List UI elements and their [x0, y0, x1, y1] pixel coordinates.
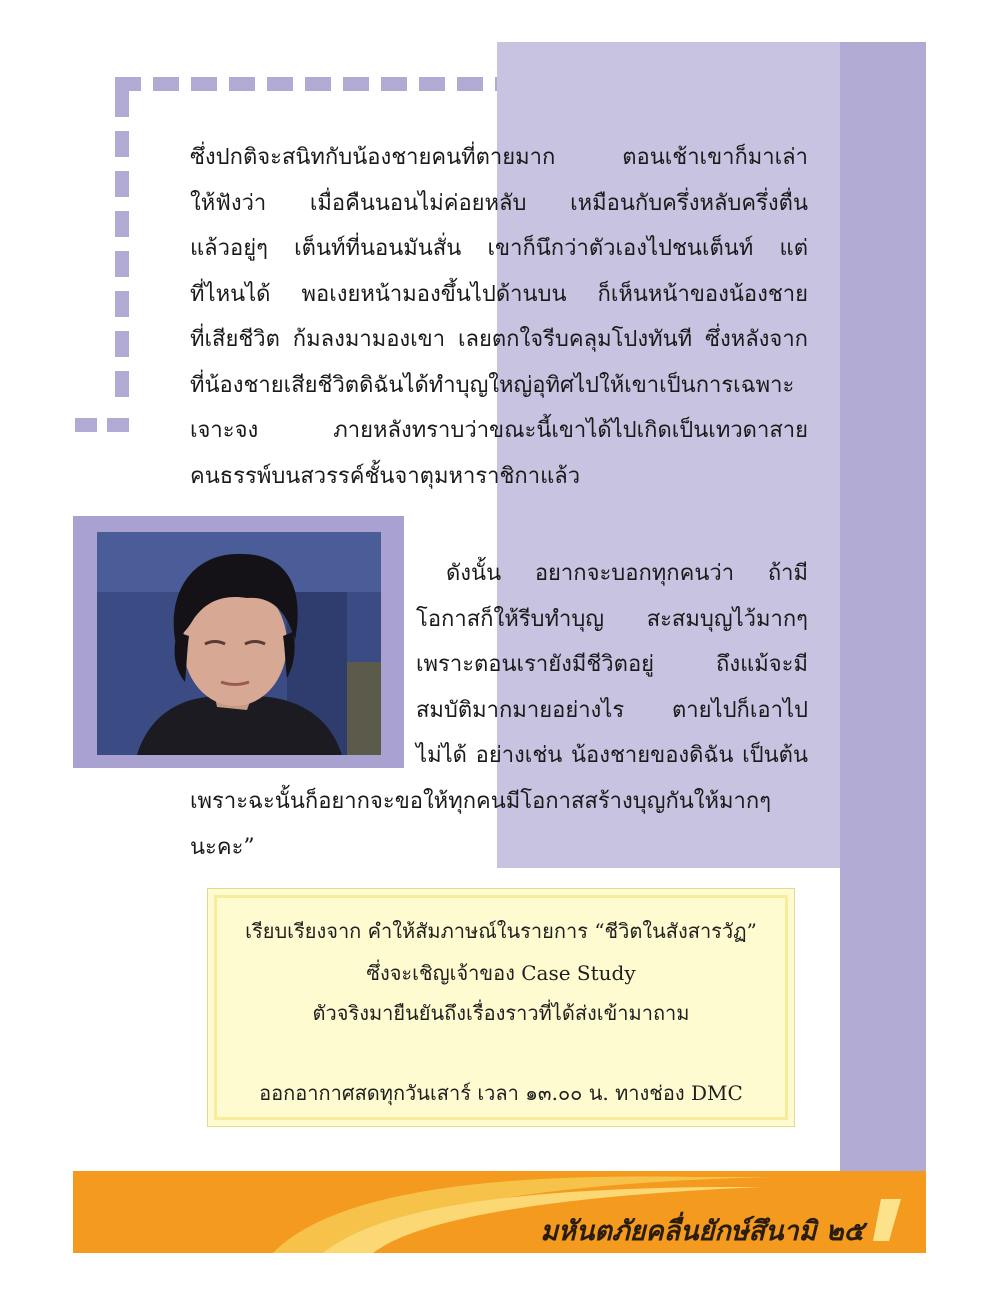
- paragraph-1-line: ที่น้องชายเสียชีวิตดิฉันได้ทำบุญใหญ่อุทิศไปให้เขาเป็นการเฉพาะ: [190, 372, 795, 398]
- paragraph-1-line: แล้วอยู่ๆ เต็นท์ที่นอนมันสั่น เขาก็นึกว่าตัวเองไปชนเต็นท์ แต่: [190, 236, 808, 261]
- paragraph-2-line: ไม่ได้ อย่างเช่น น้องชายของดิฉัน เป็นต้น: [416, 743, 808, 768]
- lavender-strip: [840, 42, 926, 1172]
- paragraph-1-line: ที่เสียชีวิต ก้มลงมามองเขา เลยตกใจรีบคลุมโปงทันที ซึ่งหลังจาก: [190, 327, 808, 352]
- paragraph-1-line: เจาะจง ภายหลังทราบว่าขณะนี้เขาได้ไปเกิดเป็นเทวดาสาย: [190, 418, 808, 443]
- broadcast-info: ออกอากาศสดทุกวันเสาร์ เวลา ๑๓.๐๐ น. ทางช่อง DMC: [259, 1081, 743, 1105]
- dashed-border-bottom: [75, 418, 129, 432]
- paragraph-1: [190, 135, 808, 499]
- paragraph-1-line: ซึ่งปกติจะสนิทกับน้องชายคนที่ตายมาก ตอนเช้าเขาก็มาเล่า: [190, 145, 808, 170]
- paragraph-1-line: ให้ฟังว่า เมื่อคืนนอนไม่ค่อยหลับ เหมือนกับครึ่งหลับครึ่งตื่น: [190, 190, 808, 216]
- footer-bar: [73, 1171, 926, 1253]
- paragraph-1-line: คนธรรพ์บนสวรรค์ชั้นจาตุมหาราชิกาแล้ว: [190, 463, 581, 489]
- portrait-illustration: [97, 532, 381, 755]
- source-note-line: ตัวจริงมายืนยันถึงเรื่องราวที่ได้ส่งเข้ามาถาม: [312, 1001, 690, 1025]
- dashed-border-top: [115, 77, 497, 91]
- photo-frame: [73, 516, 404, 768]
- paragraph-2-line: ดังนั้น อยากจะบอกทุกคนว่า ถ้ามี: [446, 561, 808, 586]
- page-footer-title: มหันตภัยคลื่นยักษ์สึนามิ ๒๕: [540, 1216, 864, 1247]
- interviewee-photo: [97, 532, 381, 755]
- source-note-line: เรียบเรียงจาก คำให้สัมภาษณ์ในรายการ “ชีวิตในสังสารวัฏ”: [245, 919, 757, 943]
- dashed-border-left: [115, 91, 129, 409]
- paragraph-2-continued: [190, 779, 808, 870]
- paragraph-2-line: โอกาสก็ให้รีบทำบุญ สะสมบุญไว้มากๆ: [416, 606, 808, 632]
- source-note-line: ซึ่งจะเชิญเจ้าของ Case Study: [366, 961, 636, 985]
- paragraph-2-line: นะคะ”: [190, 834, 255, 860]
- paragraph-1-line: ที่ไหนได้ พอเงยหน้ามองขึ้นไปด้านบน ก็เห็นหน้าของน้องชาย: [190, 281, 808, 307]
- paragraph-2-line: เพราะฉะนั้นก็อยากจะขอให้ทุกคนมีโอกาสสร้างบุญกันให้มากๆ: [190, 789, 772, 814]
- paragraph-2-line: สมบัติมากมายอย่างไร ตายไปก็เอาไป: [416, 697, 808, 723]
- paragraph-2-wrap: [416, 551, 808, 779]
- source-note-box: [207, 888, 795, 1127]
- paragraph-2-line: เพราะตอนเรายังมีชีวิตอยู่ ถึงแม้จะมี: [416, 652, 808, 677]
